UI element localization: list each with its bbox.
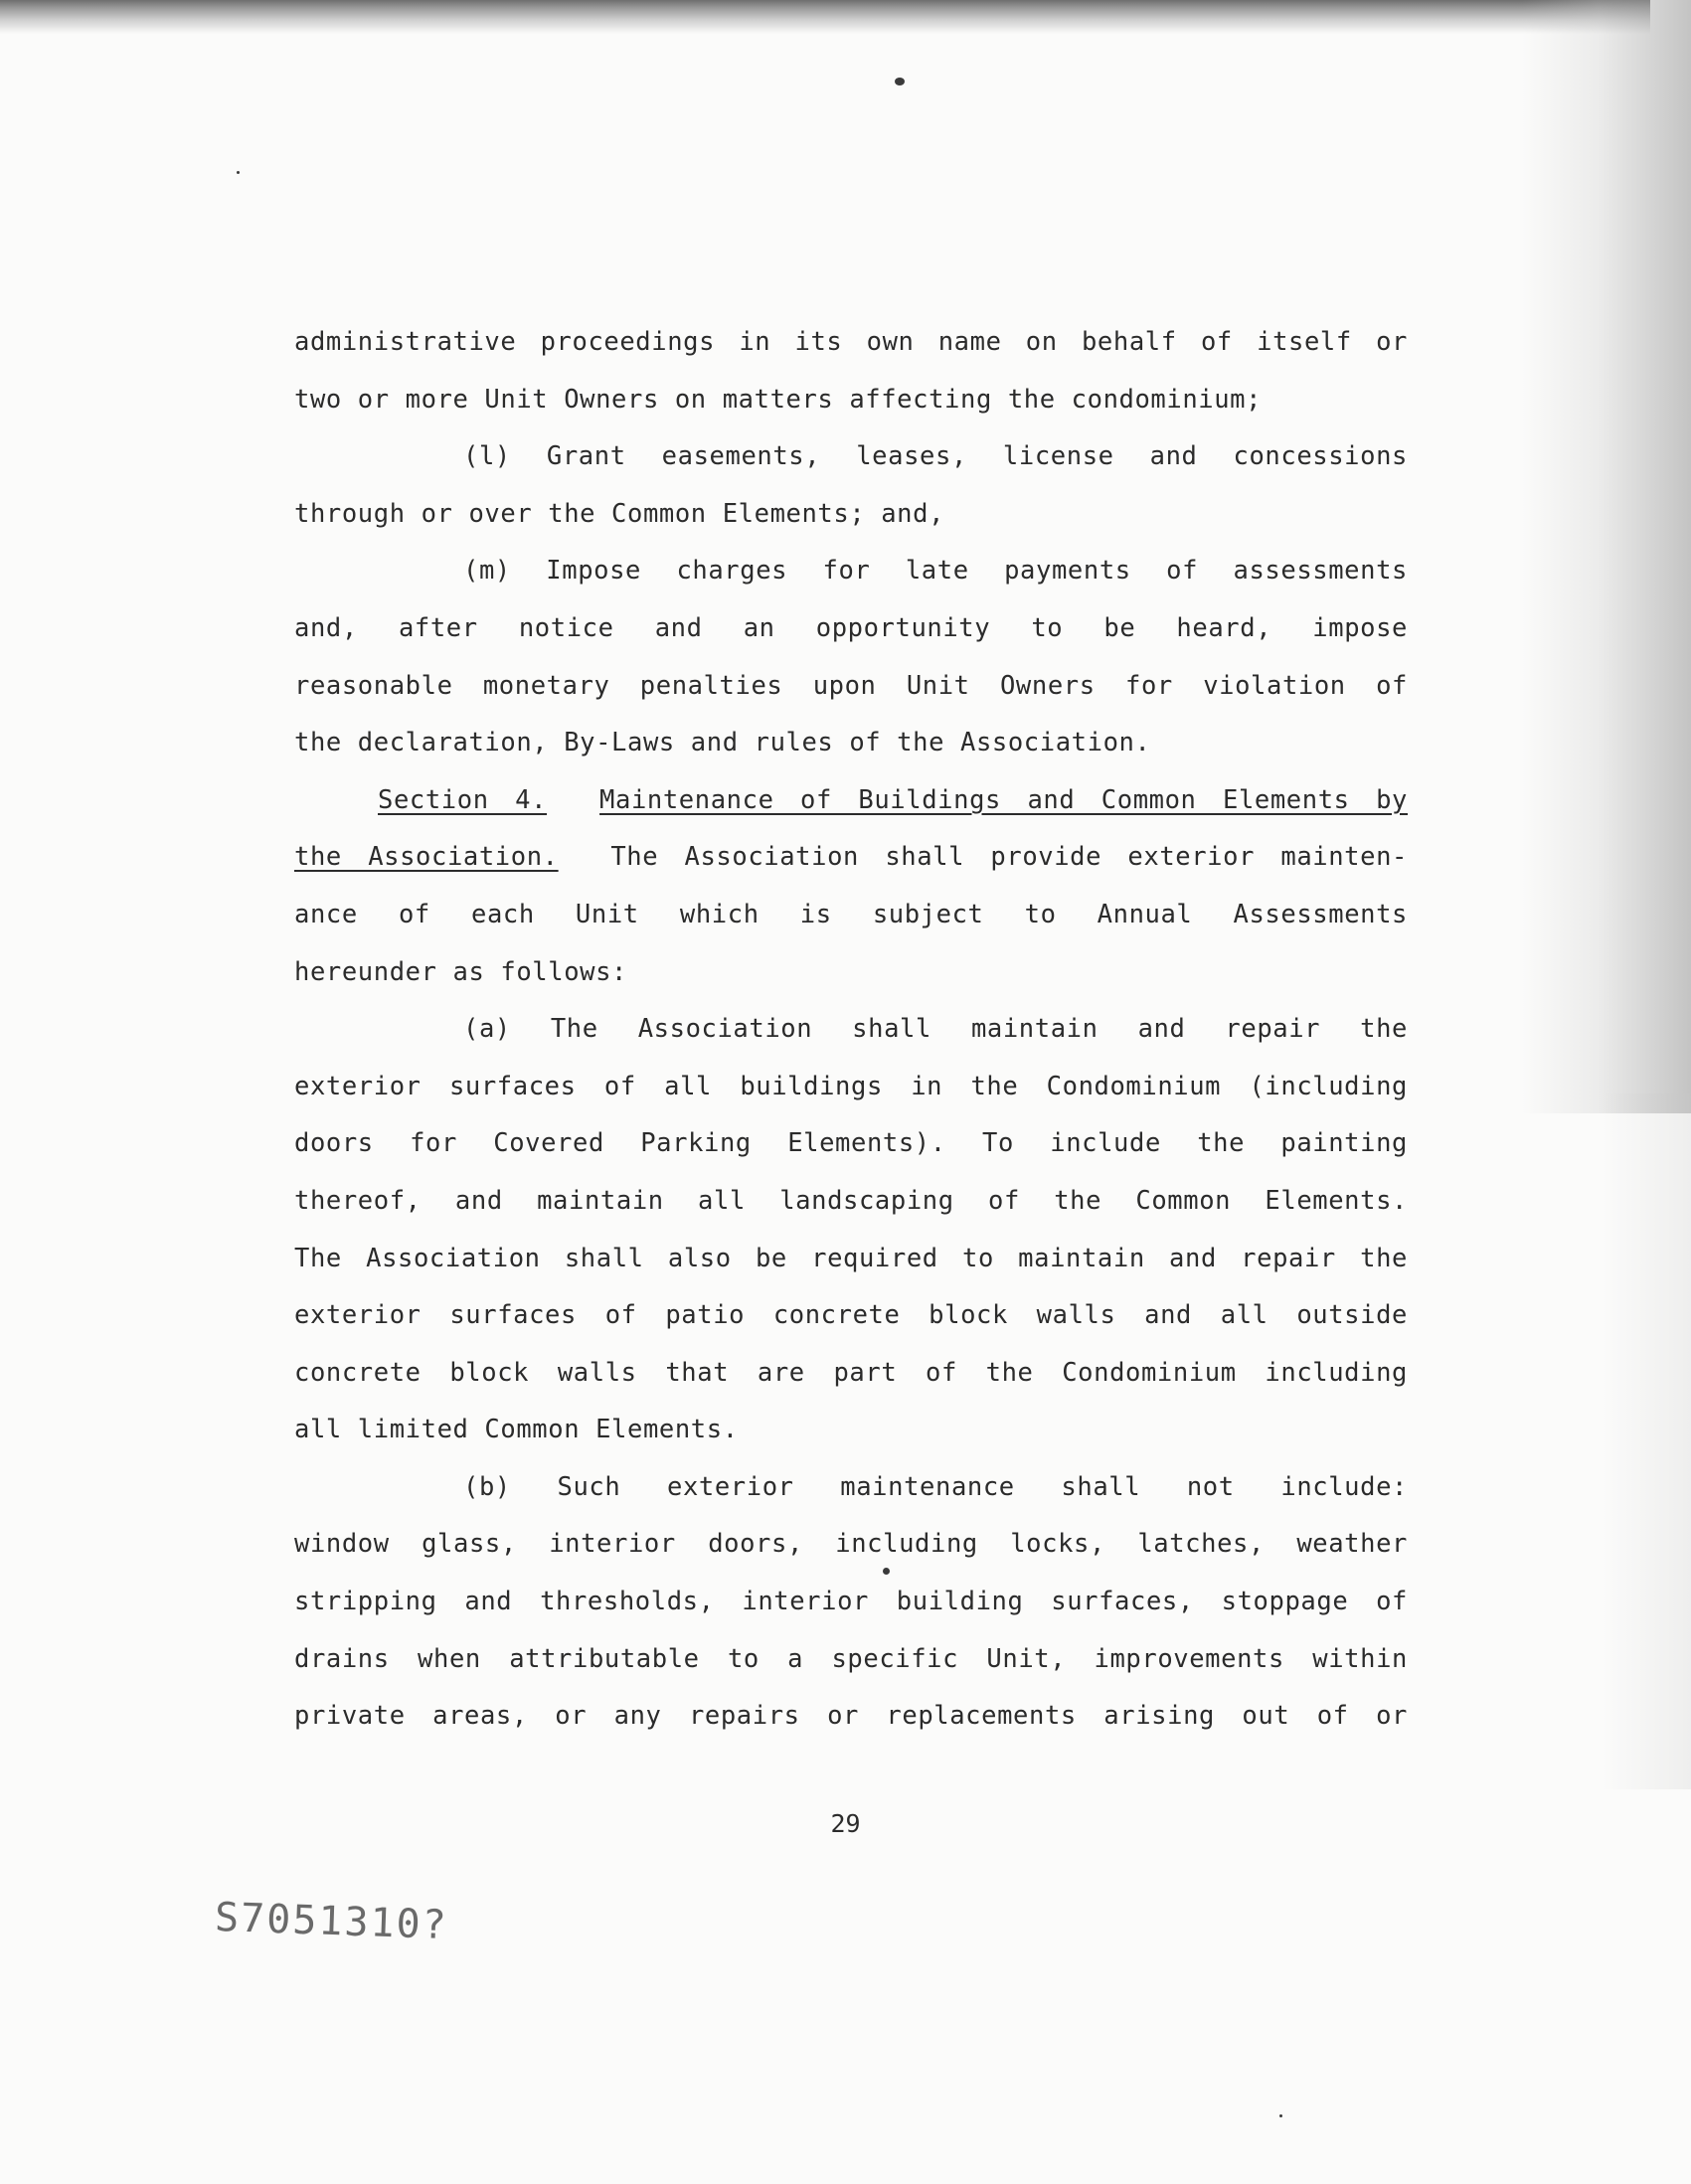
paragraph-block-lower: [294, 887, 1408, 1746]
document-line: (b) Such exterior maintenance shall not include:: [463, 1471, 1408, 1502]
scan-speck: [1279, 2114, 1282, 2117]
section-title: Maintenance of Buildings and Common Elements by: [599, 784, 1409, 815]
page-number: 29: [830, 1809, 861, 1838]
document-line: thereof, and maintain all landscaping of the Common Elements.: [294, 1185, 1408, 1216]
scan-edge-right-lower: [1602, 1093, 1691, 1789]
scan-edge-top: [0, 0, 1650, 34]
document-line: (l) Grant easements, leases, license and concessions: [463, 441, 1408, 472]
document-line: and, after notice and an opportunity to be heard, impose: [294, 612, 1408, 643]
document-line: two or more Unit Owners on matters affecting the condominium;: [294, 384, 1263, 415]
section-heading-line-2: [294, 829, 1408, 887]
scan-speck: [237, 171, 240, 174]
document-line: (a) The Association shall maintain and repair the: [463, 1014, 1408, 1045]
document-line: through or over the Common Elements; and,: [294, 498, 945, 529]
document-stamp-number: S7051310?: [214, 1894, 449, 1949]
document-line: The Association shall also be required to maintain and repair the: [294, 1243, 1408, 1273]
document-line: the declaration, By-Laws and rules of the Association.: [294, 728, 1151, 758]
section-title-continued: the Association.: [294, 842, 559, 873]
document-line: ance of each Unit which is subject to Annual Assessments: [294, 899, 1408, 929]
document-line: stripping and thresholds, interior building surfaces, stoppage of: [294, 1587, 1408, 1617]
section-intro-text: The Association shall provide exterior mainten-: [610, 842, 1408, 873]
document-line: exterior surfaces of all buildings in the Condominium (including: [294, 1071, 1408, 1101]
document-line: (m) Impose charges for late payments of assessments: [463, 556, 1408, 587]
document-line: window glass, interior doors, including locks, latches, weather: [294, 1529, 1408, 1560]
document-line: drains when attributable to a specific Unit, improvements within: [294, 1643, 1408, 1674]
document-line: private areas, or any repairs or replacements arising out of or: [294, 1701, 1408, 1732]
document-line: reasonable monetary penalties upon Unit Owners for violation of: [294, 670, 1408, 701]
section-heading-line: [294, 772, 1408, 830]
section-number: Section 4.: [378, 784, 548, 815]
document-line: administrative proceedings in its own name on behalf of itself or: [294, 327, 1408, 357]
scan-speck: [895, 78, 905, 85]
document-line: hereunder as follows:: [294, 956, 627, 987]
document-line: concrete block walls that are part of the Condominium including: [294, 1357, 1408, 1388]
scan-edge-right: [1522, 0, 1691, 1113]
document-line: exterior surfaces of patio concrete block walls and all outside: [294, 1300, 1408, 1331]
document-line: all limited Common Elements.: [294, 1415, 739, 1445]
paragraph-block-upper: [294, 314, 1408, 772]
document-line: doors for Covered Parking Elements). To include the painting: [294, 1128, 1408, 1159]
document-body: [294, 314, 1408, 1746]
